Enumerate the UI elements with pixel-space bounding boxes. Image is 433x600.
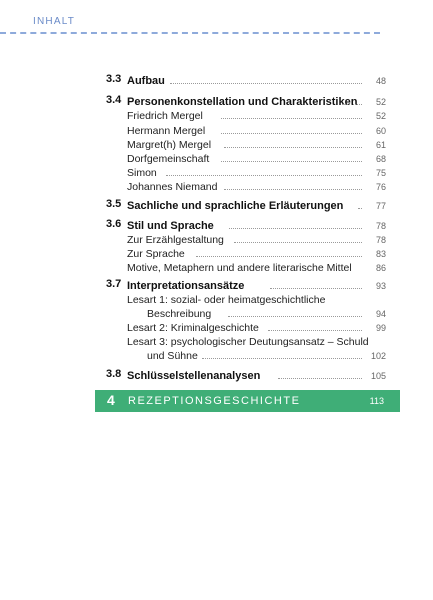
- subentry-title: Motive, Metaphern und andere literarische Mittel: [127, 262, 352, 274]
- section-title: Sachliche und sprachliche Erläuterungen: [127, 200, 344, 212]
- page-number: 99: [375, 323, 386, 333]
- subentry-title-line2: und Sühne: [147, 350, 198, 362]
- subentry-title: Simon: [127, 167, 157, 179]
- toc-subentry[interactable]: [106, 334, 386, 364]
- header-divider: [0, 32, 380, 34]
- chapter-number: 4: [107, 392, 115, 408]
- dot-leader: [268, 330, 362, 331]
- chapter-page-number: 113: [369, 396, 384, 406]
- subentry-title: Zur Sprache: [127, 248, 185, 260]
- page-number: 94: [375, 309, 386, 319]
- page-number: 68: [375, 154, 386, 164]
- dot-leader: [221, 118, 362, 119]
- page-number: 48: [375, 76, 386, 86]
- dot-leader: [170, 83, 362, 84]
- section-title: Interpretationsansätze: [127, 280, 245, 292]
- section-title: Aufbau: [127, 75, 165, 87]
- dot-leader: [221, 133, 362, 134]
- dot-leader: [270, 288, 362, 289]
- dot-leader: [166, 175, 362, 176]
- page-number: 83: [375, 249, 386, 259]
- toc-entry-3-8[interactable]: [106, 368, 386, 384]
- section-number: 3.4: [106, 94, 122, 106]
- subentry-title-line1: Lesart 3: psychologischer Deutungsansatz – Schuld: [127, 336, 369, 348]
- dot-leader: [224, 189, 362, 190]
- page-number: 86: [375, 263, 386, 273]
- section-title: Stil und Sprache: [127, 220, 214, 232]
- section-number: 3.3: [106, 73, 122, 85]
- subentry-title: Johannes Niemand: [127, 181, 218, 193]
- dot-leader: [229, 228, 362, 229]
- page-number: 75: [375, 168, 386, 178]
- toc-subentry[interactable]: [106, 260, 386, 276]
- toc-subentry[interactable]: [106, 179, 386, 195]
- dot-leader: [278, 378, 362, 379]
- toc-subentry[interactable]: [106, 108, 386, 124]
- dot-leader: [358, 208, 362, 209]
- toc-entry-3-5[interactable]: [106, 198, 386, 214]
- subentry-title: Margret(h) Mergel: [127, 139, 212, 151]
- header-label: INHALT: [33, 16, 76, 27]
- page-number: 78: [375, 221, 386, 231]
- subentry-title: Hermann Mergel: [127, 125, 206, 137]
- dot-leader: [224, 147, 362, 148]
- subentry-title: Lesart 2: Kriminalgeschichte: [127, 322, 259, 334]
- toc-entry-3-3[interactable]: [106, 73, 386, 89]
- dot-leader: [234, 242, 362, 243]
- section-title: Personenkonstellation und Charakteristiken: [127, 96, 358, 108]
- page-number: 52: [375, 111, 386, 121]
- page-number: 77: [375, 201, 386, 211]
- section-number: 3.7: [106, 278, 122, 290]
- page-number: 61: [375, 140, 386, 150]
- dot-leader: [342, 104, 362, 105]
- dot-leader: [228, 316, 362, 317]
- dot-leader: [221, 161, 362, 162]
- page-number: 52: [375, 97, 386, 107]
- subentry-title: Dorfgemeinschaft: [127, 153, 210, 165]
- chapter-title: REZEPTIONSGESCHICHTE: [128, 395, 301, 407]
- page-number: 105: [370, 371, 386, 381]
- page-number: 76: [375, 182, 386, 192]
- page-number: 93: [375, 281, 386, 291]
- page-number: 78: [375, 235, 386, 245]
- section-number: 3.8: [106, 368, 122, 380]
- chapter-4-banner[interactable]: [95, 390, 400, 412]
- toc-subentry[interactable]: [106, 292, 386, 322]
- subentry-title-line2: Beschreibung: [147, 308, 212, 320]
- page-number: 60: [375, 126, 386, 136]
- dot-leader: [202, 358, 362, 359]
- section-number: 3.5: [106, 198, 122, 210]
- page-number: 102: [370, 351, 386, 361]
- section-number: 3.6: [106, 218, 122, 230]
- dot-leader: [196, 256, 362, 257]
- section-title: Schlüsselstellenanalysen: [127, 370, 261, 382]
- subentry-title: Zur Erzählgestaltung: [127, 234, 224, 246]
- subentry-title-line1: Lesart 1: sozial- oder heimatgeschichtliche: [127, 294, 326, 306]
- subentry-title: Friedrich Mergel: [127, 110, 203, 122]
